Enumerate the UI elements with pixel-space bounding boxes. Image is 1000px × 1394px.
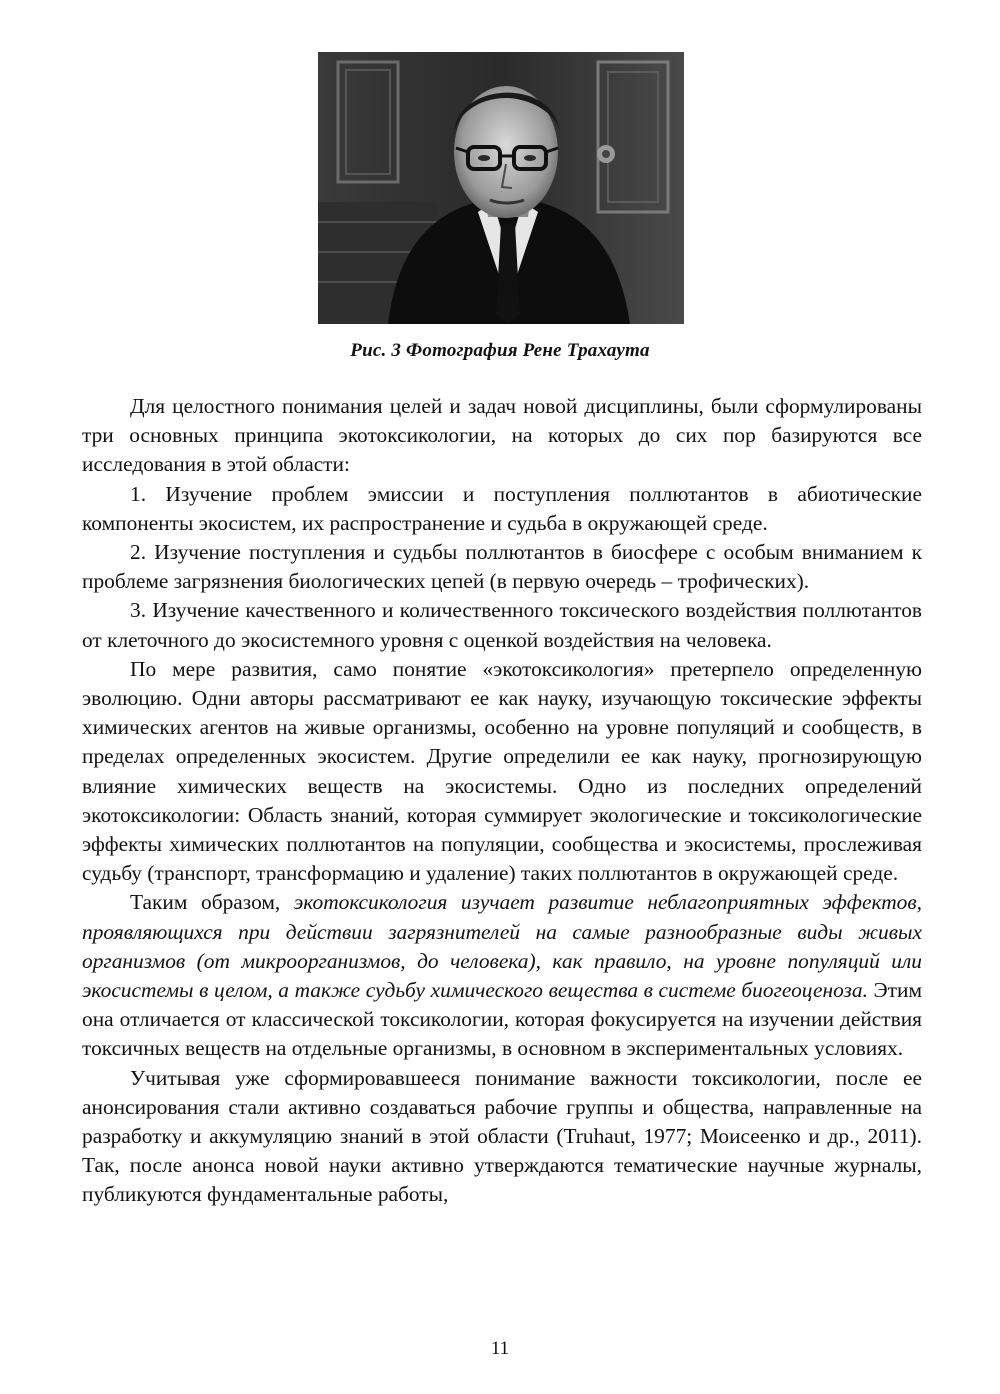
paragraph-intro: Для целостного понимания целей и задач новой дисциплины, были сформулированы три основных принципа экотоксикологии, на которых до сих пор базируются все исследования в этой области: [82, 394, 922, 477]
principle-3: 3. Изучение качественного и количественного токсического воздействия поллютантов от клеточного до экосистемного уровня с оценкой воздействия на человека. [82, 598, 922, 652]
portrait-photo [318, 52, 684, 324]
body-text [82, 392, 922, 1210]
paragraph-definition [82, 888, 922, 1063]
definition-emphasis: экотоксикология изучает развитие неблагоприятных эффектов, проявляющихся при действии загрязнителей на самые разнообразные виды живых организмов (от микроорганизмов, до человека), как правило, на уровне популяций или экосистемы в целом, а также судьбу химического вещества в системе биогеоценоза. [82, 890, 922, 1003]
paragraph-evolution: По мере развития, само понятие «экотоксикология» претерпело определенную эволюцию. Одни авторы рассматривают ее как науку, изучающую токсические эффекты химических агентов на живые организмы, особенно на уровне популяций и сообществ, в пределах определенных экосистем. Другие определили ее как науку, прогнозирующую влияние химических веществ на экосистемы. Одно из последних определений экотоксикологии: Область знаний, которая суммирует экологические и токсикологические эффекты химических поллютантов на популяции, сообщества и экосистемы, прослеживая судьбу (транспорт, трансформацию и удаление) таких поллютантов в окружающей среде. [82, 656, 922, 886]
definition-tail: Этим она отличается от классической токсикологии, которая фокусируется на изучении действия токсичных веществ на отдельные организмы, в основном в экспериментальных условиях. [82, 978, 922, 1061]
page-number: 11 [490, 1338, 510, 1359]
principle-1: 1. Изучение проблем эмиссии и поступления поллютантов в абиотические компоненты экосистем, их распространение и судьба в окружающей среде. [82, 481, 922, 535]
figure-caption: Рис. 3 Фотография Рене Трахаута [350, 340, 650, 361]
paragraph-history: Учитывая уже сформировавшееся понимание важности токсикологии, после ее анонсирования стали активно создаваться рабочие группы и общества, направленные на разработку и аккумуляцию знаний в этой области (Truhaut, 1977; Моисеенко и др., 2011). Так, после анонса новой науки активно утверждаются тематические научные журналы, публикуются фундаментальные работы, [82, 1065, 922, 1207]
principle-2: 2. Изучение поступления и судьбы поллютантов в биосфере с особым вниманием к проблеме загрязнения биологических цепей (в первую очередь – трофических). [82, 540, 922, 594]
definition-lead: Таким образом, [130, 890, 294, 915]
